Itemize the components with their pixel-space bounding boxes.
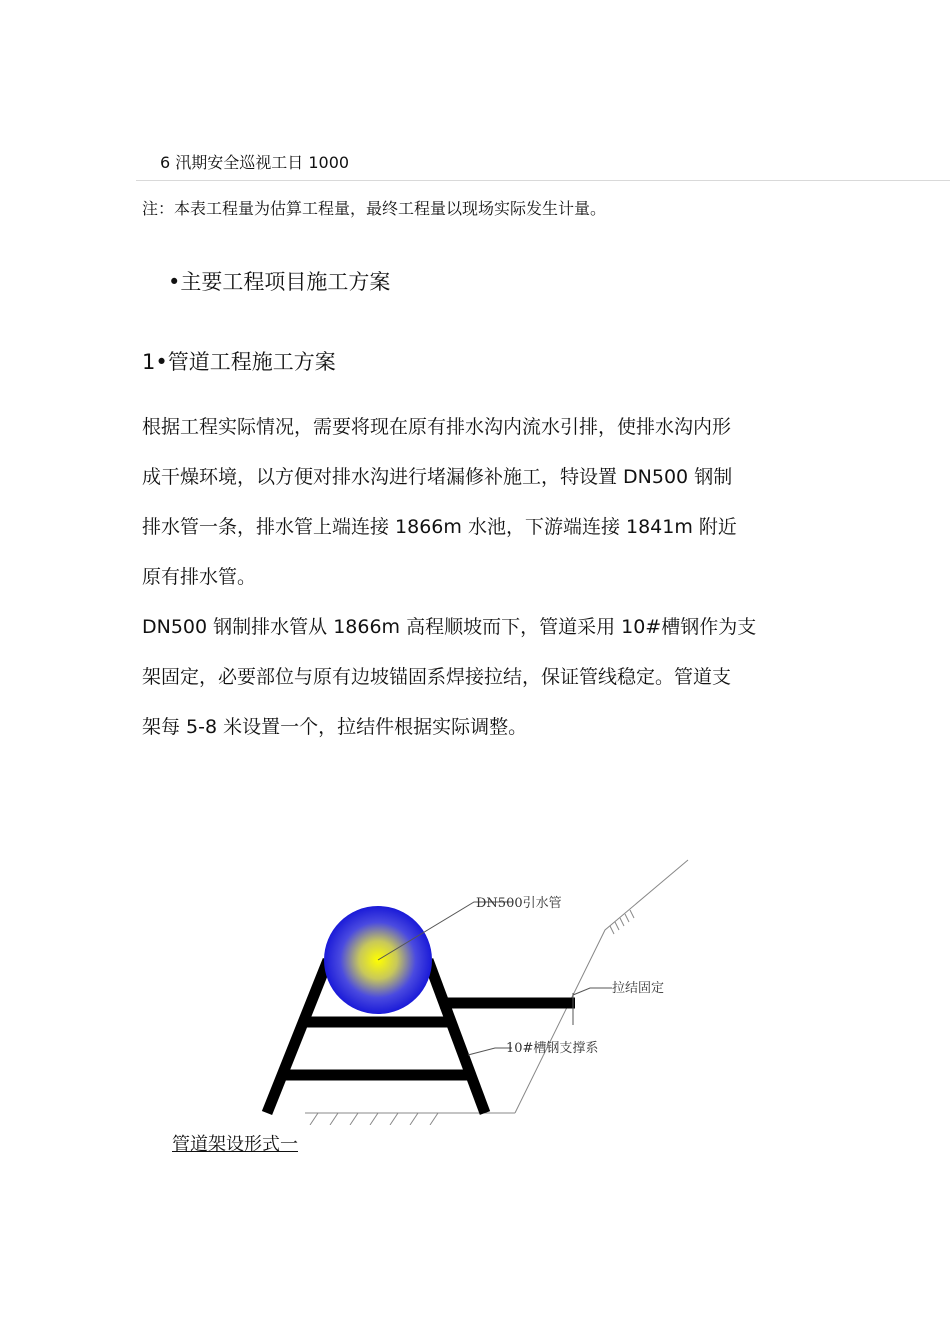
slope-hatch xyxy=(610,910,634,934)
paragraph-line: 架每 5-8 米设置一个，拉结件根据实际调整。 xyxy=(142,716,528,738)
label-pipe: DN500引水管 xyxy=(476,896,562,911)
paragraph-2 xyxy=(142,602,842,752)
label-tie: 拉结固定 xyxy=(612,981,665,996)
figure-caption: 管道架设形式一 xyxy=(172,1134,298,1155)
paragraph-line: 架固定，必要部位与原有边坡锚固系焊接拉结，保证管线稳定。管道支 xyxy=(142,666,732,688)
pipe-support-diagram xyxy=(250,850,710,1125)
paragraph-line: DN500 钢制排水管从 1866m 高程顺坡而下，管道采用 10#槽钢作为支 xyxy=(142,616,757,638)
paragraph-line: 成干燥环境，以方便对排水沟进行堵漏修补施工，特设置 DN500 钢制 xyxy=(142,466,733,488)
section-heading: •主要工程项目施工方案 xyxy=(168,270,391,294)
table-note: 注：本表工程量为估算工程量，最终工程量以现场实际发生计量。 xyxy=(142,199,607,218)
sub-heading: 1•管道工程施工方案 xyxy=(142,350,336,374)
paragraph-1 xyxy=(142,402,842,602)
paragraph-line: 原有排水管。 xyxy=(142,566,257,588)
paragraph-line: 排水管一条，排水管上端连接 1866m 水池，下游端连接 1841m 附近 xyxy=(142,516,737,538)
label-support: 10#槽钢支撑系 xyxy=(506,1041,599,1056)
table-row-text: 6 汛期安全巡视工日 1000 xyxy=(160,153,350,172)
ground-hatch xyxy=(310,1113,438,1125)
table-divider xyxy=(136,180,950,181)
paragraph-line: 根据工程实际情况，需要将现在原有排水沟内流水引排，使排水沟内形 xyxy=(142,416,732,438)
